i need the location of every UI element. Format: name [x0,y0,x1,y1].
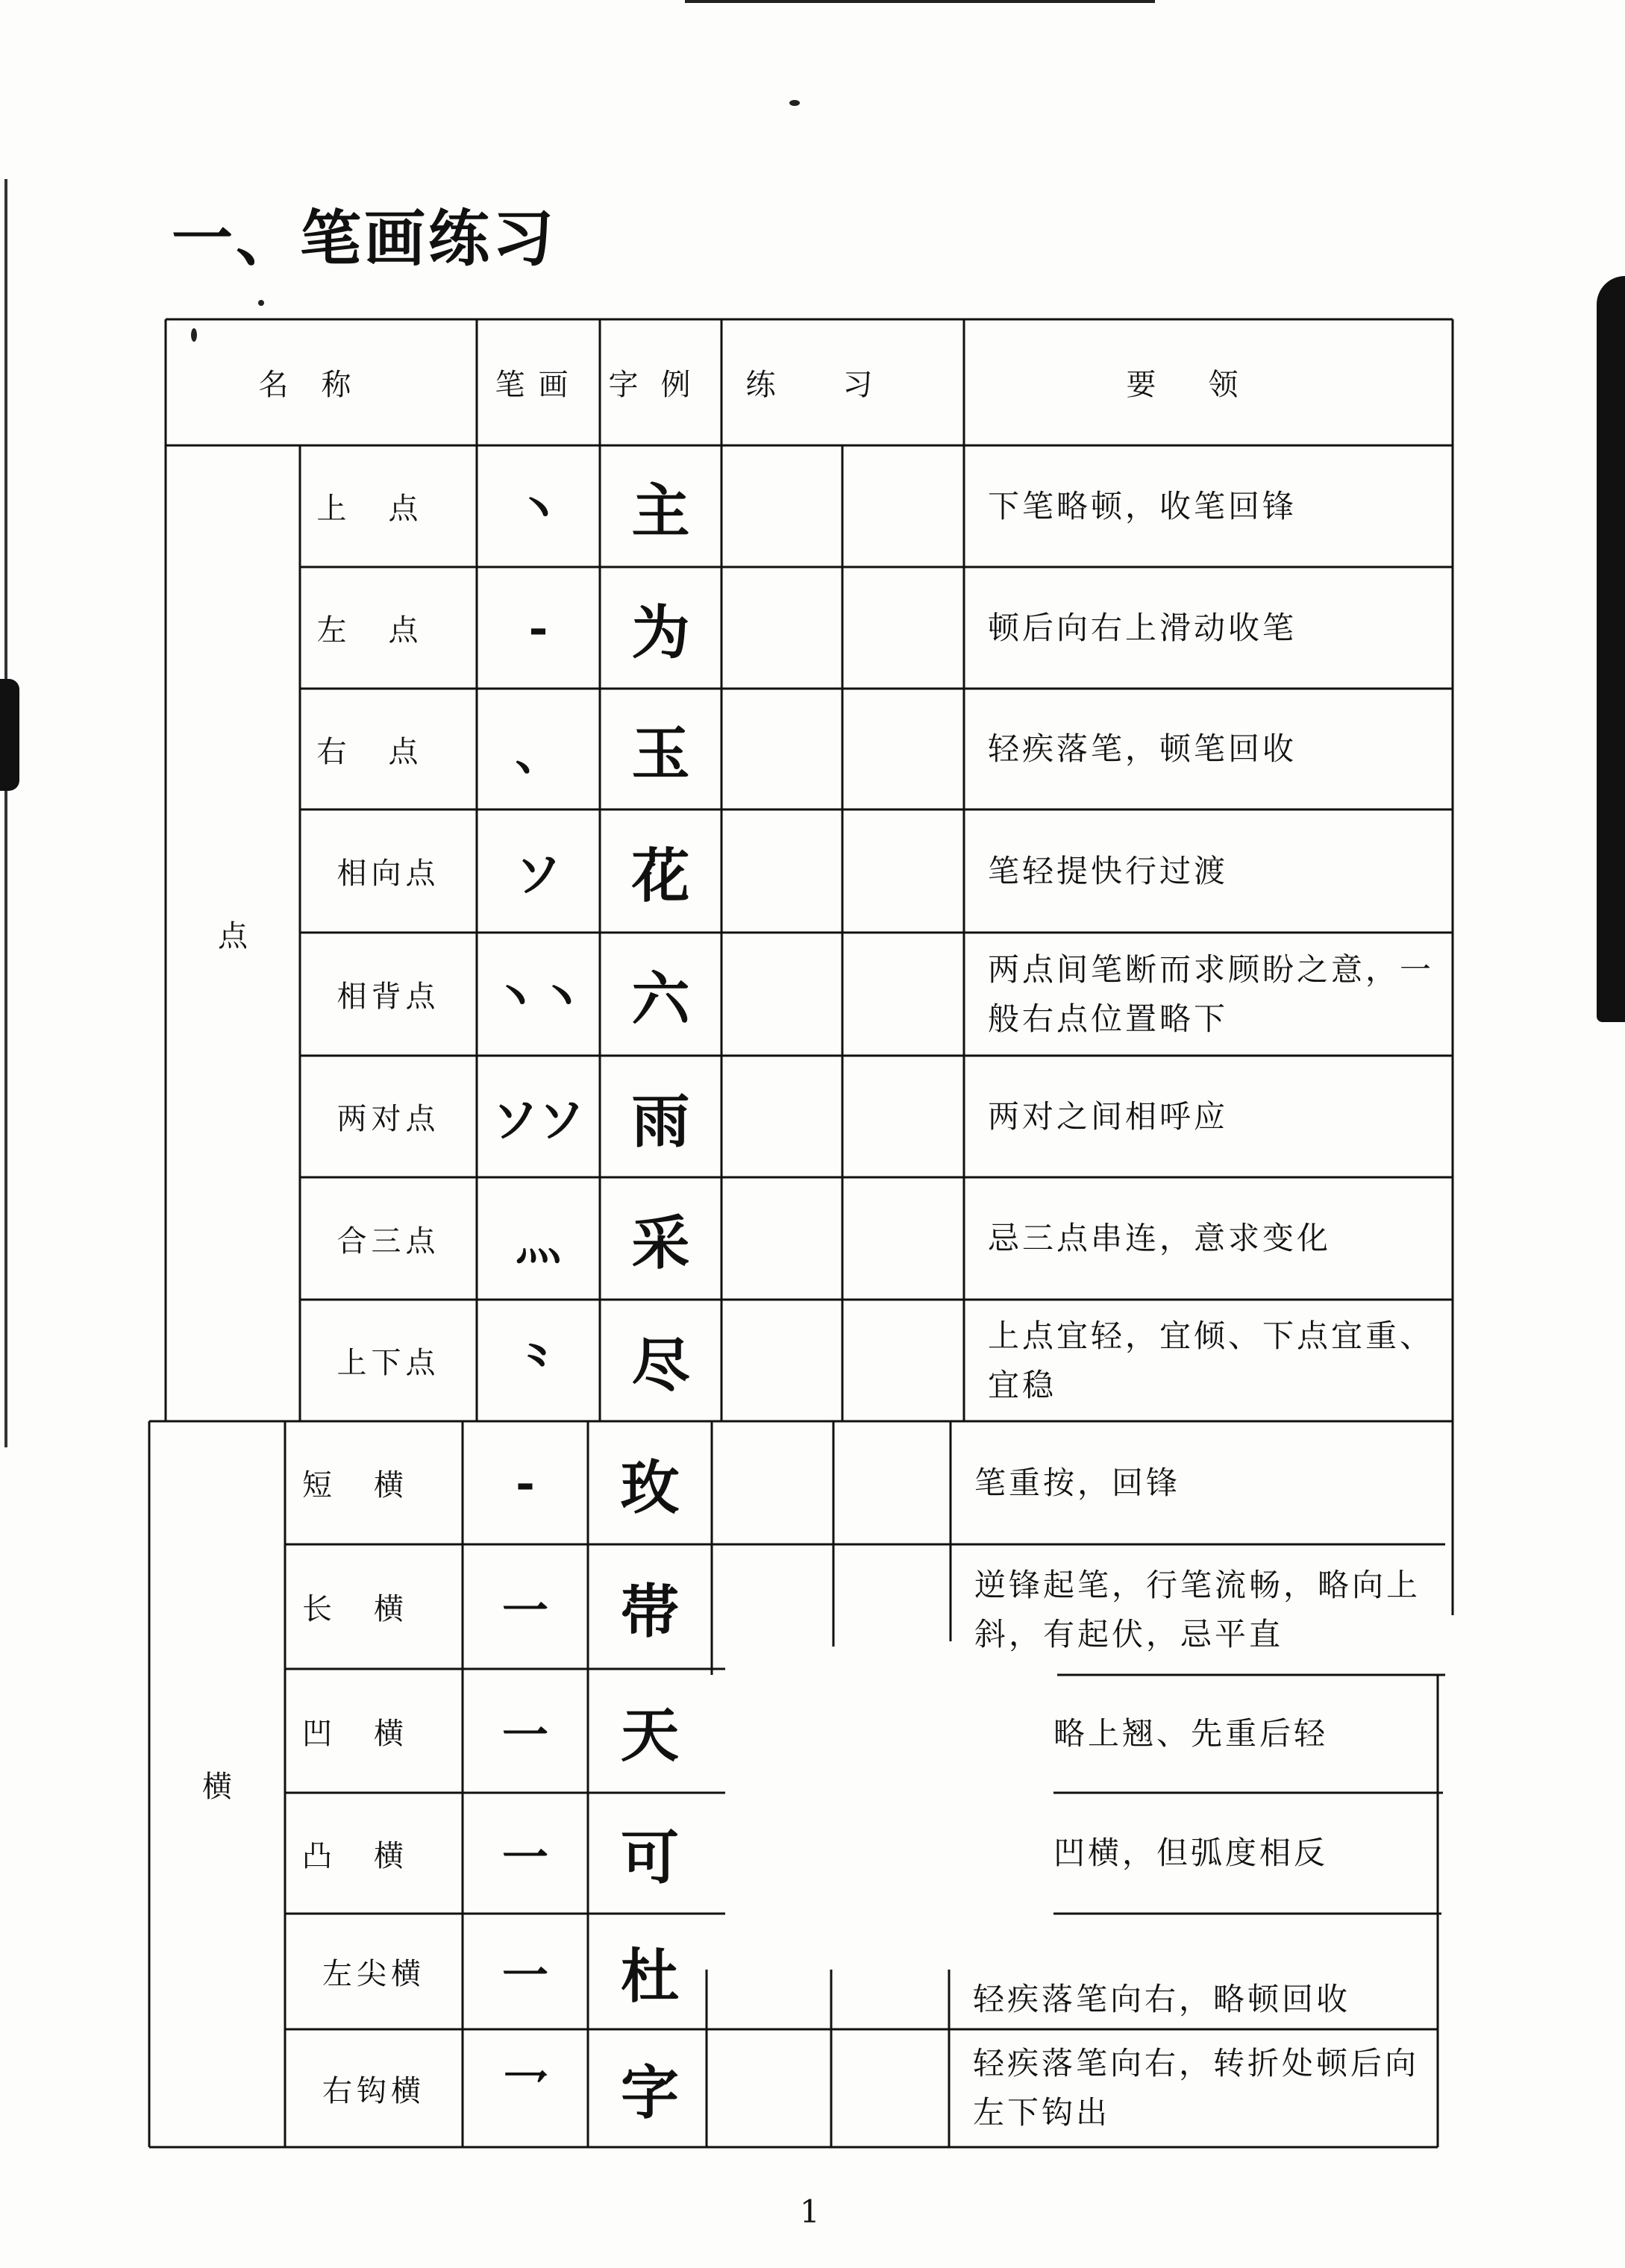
scan-speck [258,300,264,306]
row-example: 杜 [620,1942,679,2011]
header-key-points: 要领 [1126,368,1291,402]
row-example: 天 [620,1702,679,1770]
row-example: 玉 [631,720,690,788]
row-stroke: ソソ [492,1093,585,1147]
row-stroke: 乛 [501,2064,548,2120]
row-name: 左点 [316,613,460,648]
group-label-dot: 点 [218,918,248,953]
row-stroke: 丶丶 [492,971,585,1025]
scan-edge-shadow [1597,276,1625,1022]
row-name: 短横 [302,1468,445,1503]
row-name: 右点 [316,734,460,769]
row-tip: 凹横，但弧度相反 [1053,1835,1329,1871]
page-number: 1 [800,2193,820,2230]
scan-margin-line [4,179,7,1447]
row-tip: 略上翘、先重后轻 [1053,1715,1329,1752]
row-stroke: ⺀ [515,1337,562,1391]
row-tip: 轻疾落笔向右，转折处顿后向左下钩出 [973,2045,1420,2131]
row-stroke: 丶 [515,483,562,537]
page-title: 一、笔画练习 [172,204,557,275]
header-stroke: 笔画 [495,368,582,402]
row-example: 主 [631,477,690,545]
row-tip: 笔轻提快行过渡 [988,852,1229,889]
row-example: 可 [620,1824,679,1892]
row-name: 凹横 [302,1716,445,1751]
row-name: 上下点 [336,1346,440,1380]
row-example: 六 [631,965,690,1033]
row-tip: 逆锋起笔，行笔流畅，略向上斜，有起伏，忌平直 [974,1566,1421,1653]
row-example: 玫 [620,1453,679,1522]
group-label-heng: 横 [202,1770,232,1804]
row-example: 尽 [631,1331,690,1400]
row-name: 相向点 [336,856,440,891]
row-name: 合三点 [336,1224,440,1259]
scan-speck [789,100,800,106]
row-stroke: ソ [515,848,562,902]
row-stroke: 一 [501,1707,548,1762]
row-tip: 上点宜轻，宜倾、下点宜重、宜稳 [988,1317,1435,1403]
row-tip: 两点间笔断而求顾盼之意，一般右点位置略下 [988,950,1435,1037]
row-example: 为 [631,598,690,667]
row-example: 字 [620,2059,679,2127]
row-tip: 两对之间相呼应 [988,1097,1229,1135]
row-tip: 下笔略顿，收笔回锋 [988,487,1297,524]
header-practice: 练习 [745,368,940,402]
row-example: 雨 [631,1087,690,1156]
row-example: 花 [631,842,690,910]
row-name: 左尖横 [322,1957,425,1991]
row-tip: 忌三点串连，意求变化 [988,1220,1332,1256]
row-name: 相背点 [336,980,440,1014]
row-tip: 轻疾落笔向右，略顿回收 [973,1981,1351,2017]
row-example: 采 [631,1209,690,1277]
row-stroke: 一 [501,1583,548,1638]
row-name: 右钩横 [322,2073,425,2108]
row-name: 凸横 [302,1838,445,1873]
row-stroke: 灬 [515,1215,562,1270]
row-name: 长横 [302,1592,445,1626]
row-stroke: - [528,601,548,655]
header-name: 名称 [258,368,384,402]
row-name: 两对点 [336,1102,440,1136]
scan-edge-mark [0,679,19,791]
row-tip: 顿后向右上滑动收笔 [988,609,1297,646]
stroke-practice-table [143,317,1456,2154]
row-stroke: 一 [501,1948,548,2002]
row-name: 上点 [316,492,460,526]
row-tip: 笔重按，回锋 [974,1464,1181,1501]
row-stroke: 一 [501,1829,548,1885]
row-stroke: - [516,1456,535,1510]
row-stroke: 、 [515,725,562,780]
top-rule [685,0,1155,3]
row-example: 帯 [620,1577,679,1646]
row-tip: 轻疾落笔，顿笔回收 [988,730,1297,767]
header-example: 字例 [608,368,713,402]
